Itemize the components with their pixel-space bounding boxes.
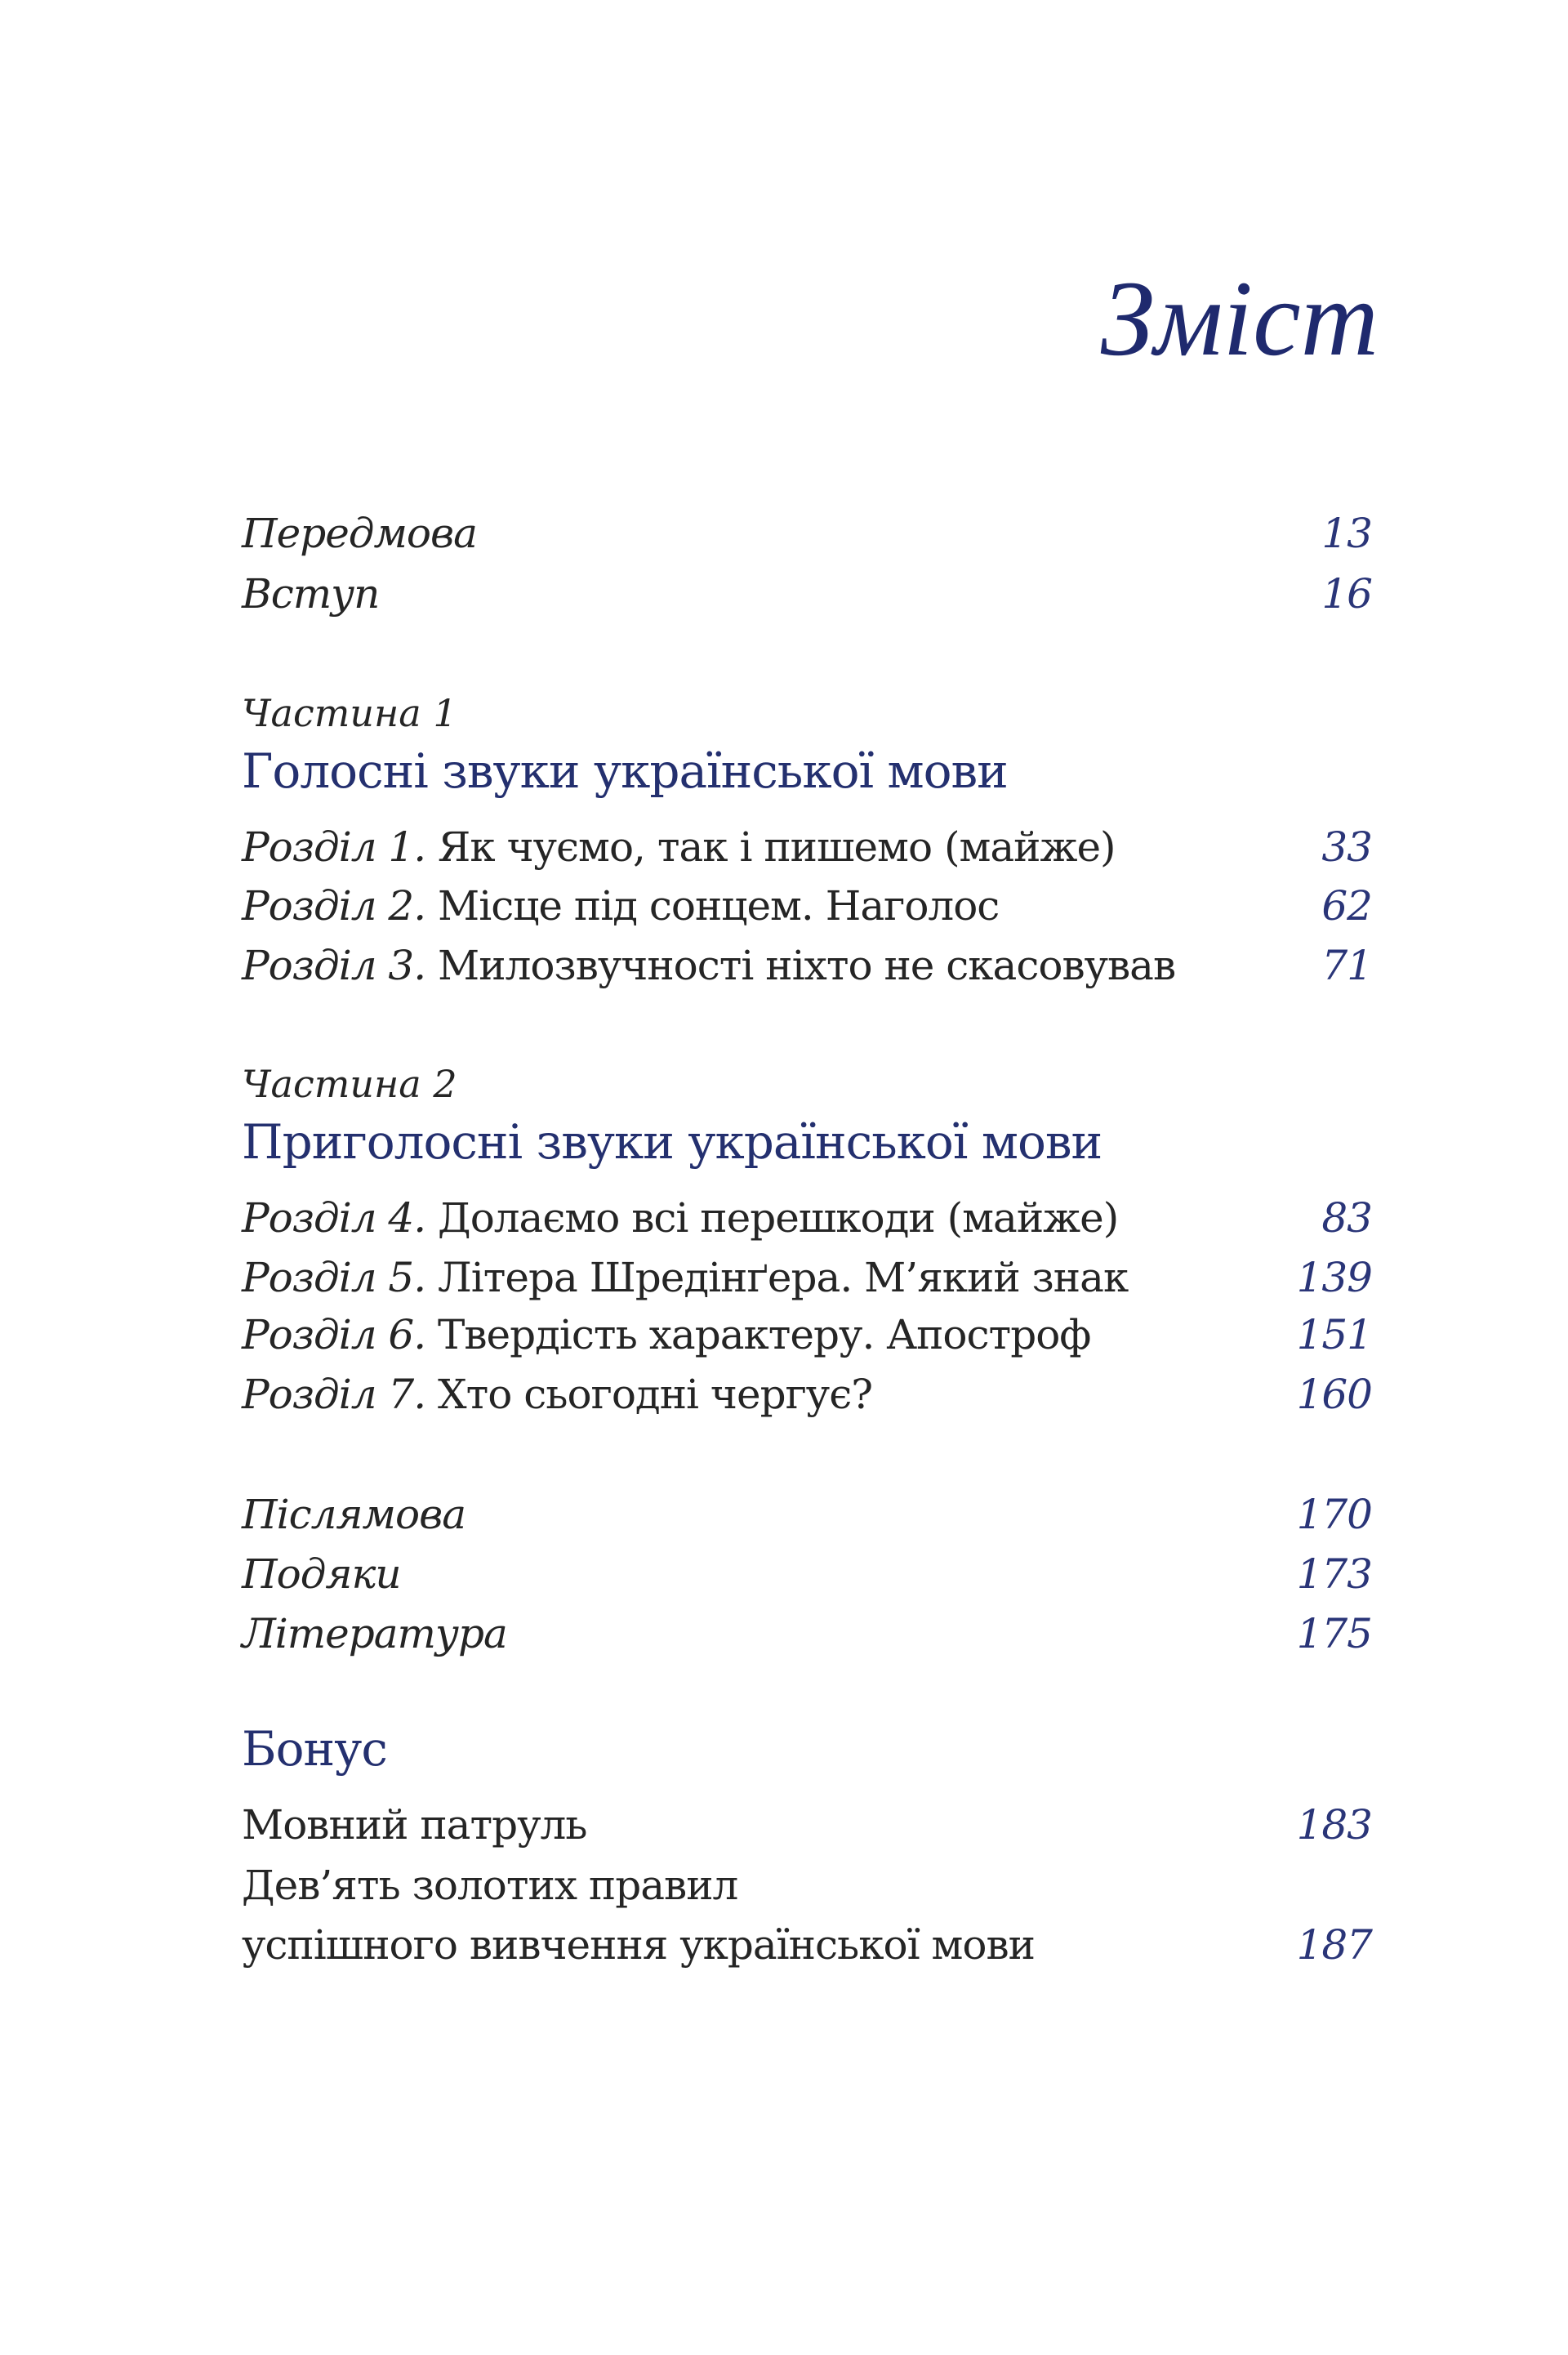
entry-page: 173 (1296, 1550, 1372, 1598)
entry-label: Подяки (242, 1550, 401, 1598)
part-1-heading: Голосні звуки української мови (242, 743, 1008, 799)
entry-page: 170 (1296, 1491, 1372, 1538)
entry-page: 175 (1296, 1610, 1372, 1657)
entry-label: Література (242, 1610, 507, 1657)
toc-bonus-1[interactable] (242, 1795, 1372, 1855)
part-2-heading: Приголосні звуки української мови (242, 1114, 1102, 1170)
chapter-prefix: Розділ 1. (242, 823, 426, 871)
toc-entry-foreword[interactable] (242, 503, 1372, 564)
chapter-prefix: Розділ 5. (242, 1254, 426, 1301)
toc-chapter-2[interactable] (242, 876, 1372, 936)
entry-label: Вступ (242, 570, 380, 618)
chapter-title: Долаємо всі перешкоди (майже) (438, 1194, 1119, 1242)
part-2-label: Частина 2 (242, 1062, 457, 1106)
entry-page: 71 (1321, 942, 1372, 989)
entry-page: 13 (1321, 510, 1372, 557)
entry-page: 183 (1296, 1801, 1372, 1849)
chapter-title: Як чуємо, так і пишемо (майже) (438, 823, 1116, 871)
chapter-prefix: Розділ 6. (242, 1311, 426, 1358)
entry-page: 83 (1321, 1194, 1372, 1242)
toc-chapter-6[interactable] (242, 1305, 1372, 1365)
chapter-prefix: Розділ 4. (242, 1194, 426, 1242)
toc-entry-acknowledgements[interactable] (242, 1544, 1372, 1604)
chapter-prefix: Розділ 3. (242, 942, 426, 989)
toc-entry-afterword[interactable] (242, 1484, 1372, 1545)
entry-page: 160 (1296, 1371, 1372, 1418)
chapter-prefix: Розділ 7. (242, 1371, 426, 1418)
entry-page: 187 (1296, 1921, 1372, 1969)
entry-label: Дев’ять золотих правил (242, 1862, 738, 1909)
toc-bonus-2-line2[interactable] (242, 1915, 1372, 1975)
chapter-title: Твердість характеру. Апостроф (438, 1311, 1091, 1358)
chapter-title: Хто сьогодні чергує? (438, 1371, 872, 1418)
entry-label: успішного вивчення української мови (242, 1921, 1035, 1969)
toc-chapter-1[interactable] (242, 817, 1372, 877)
chapter-title: Милозвучності ніхто не скасовував (438, 942, 1176, 989)
bonus-heading: Бонус (242, 1721, 387, 1777)
toc-chapter-4[interactable] (242, 1188, 1372, 1248)
chapter-prefix: Розділ 2. (242, 882, 426, 930)
page-title: Зміст (1100, 258, 1379, 378)
toc-chapter-7[interactable] (242, 1364, 1372, 1425)
chapter-title: Літера Шредінґера. М’який знак (438, 1254, 1129, 1301)
chapter-title: Місце під сонцем. Наголос (438, 882, 1000, 930)
toc-chapter-3[interactable] (242, 935, 1372, 996)
part-1-label: Частина 1 (242, 691, 457, 735)
toc-entry-intro[interactable] (242, 564, 1372, 624)
toc-chapter-5[interactable] (242, 1247, 1372, 1308)
entry-page: 139 (1296, 1254, 1372, 1301)
entry-label: Мовний патруль (242, 1801, 587, 1849)
entry-page: 33 (1321, 823, 1372, 871)
entry-page: 62 (1321, 882, 1372, 930)
toc-entry-literature[interactable] (242, 1603, 1372, 1664)
entry-label: Передмова (242, 510, 477, 557)
entry-page: 16 (1321, 570, 1372, 618)
entry-page: 151 (1296, 1311, 1372, 1358)
toc-bonus-2-line1[interactable] (242, 1855, 1372, 1916)
entry-label: Післямова (242, 1491, 466, 1538)
